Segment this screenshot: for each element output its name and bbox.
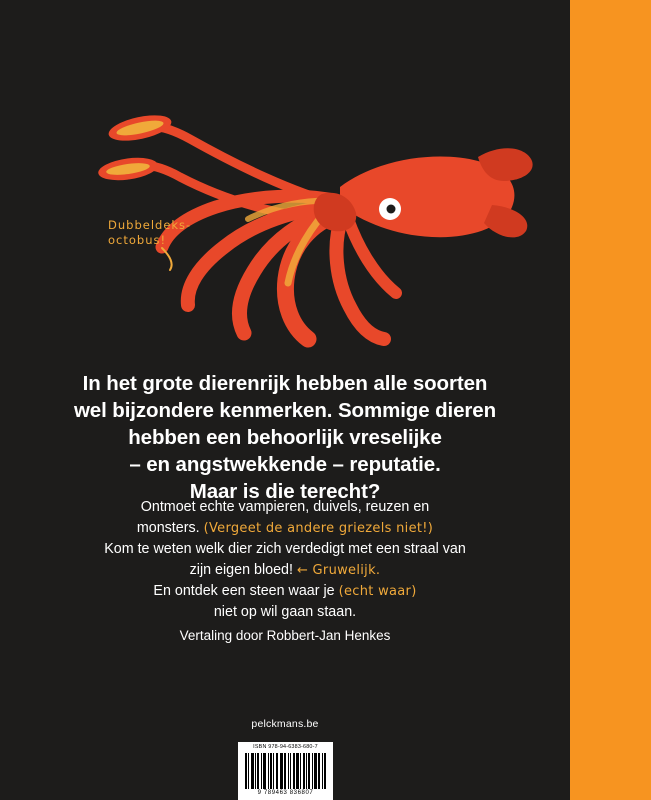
arrow-squiggle-icon (160, 246, 200, 272)
blurb-line-2: wel bijzondere kenmerken. Sommige dieren (73, 399, 497, 422)
blurb-line-5: Maar is die terecht? (189, 480, 381, 503)
sub-line-2 (0, 518, 570, 539)
sub-line-4 (0, 560, 570, 581)
squid-annotation (108, 218, 228, 248)
blurb-line-1: In het grote dierenrijk hebben alle soorten (82, 372, 488, 395)
translator-credit: Vertaling door Robbert-Jan Henkes (179, 628, 391, 643)
barcode-digits: 9 789463 836807 (257, 790, 314, 796)
squid-annotation-line2: octobus! (108, 233, 167, 247)
sub-line-1: Ontmoet echte vampieren, duivels, reuzen en (140, 499, 430, 515)
secondary-description (0, 497, 570, 623)
sub-line-2-accent: (Vergeet de andere griezels niet!) (203, 521, 434, 536)
squid-annotation-line1: Dubbeldeks- (108, 218, 192, 232)
sub-line-5 (0, 581, 570, 602)
blurb-line-4: – en angstwekkende – reputatie. (129, 453, 441, 476)
blurb-line-3: hebben een behoorlijk vreselijke (128, 426, 442, 449)
sub-line-2-plain: monsters. (136, 520, 204, 536)
sub-line-6: niet op wil gaan staan. (213, 604, 357, 620)
sub-line-4-plain: zijn eigen bloed! (189, 562, 297, 578)
sub-line-3: Kom te weten welk dier zich verdedigt met een straal van (104, 541, 466, 557)
barcode-isbn-label: ISBN 978-94-6383-680-7 (253, 744, 318, 750)
sub-line-5-plain: En ontdek een steen waar je (153, 583, 339, 599)
barcode (238, 742, 333, 800)
publisher-url: pelckmans.be (251, 718, 319, 730)
sub-line-5-accent: (echt waar) (338, 584, 417, 599)
barcode-bars (245, 753, 326, 789)
blurb-text (0, 370, 570, 505)
book-spine-strip (570, 0, 651, 800)
sub-line-4-accent: ← Gruwelijk. (296, 563, 381, 578)
